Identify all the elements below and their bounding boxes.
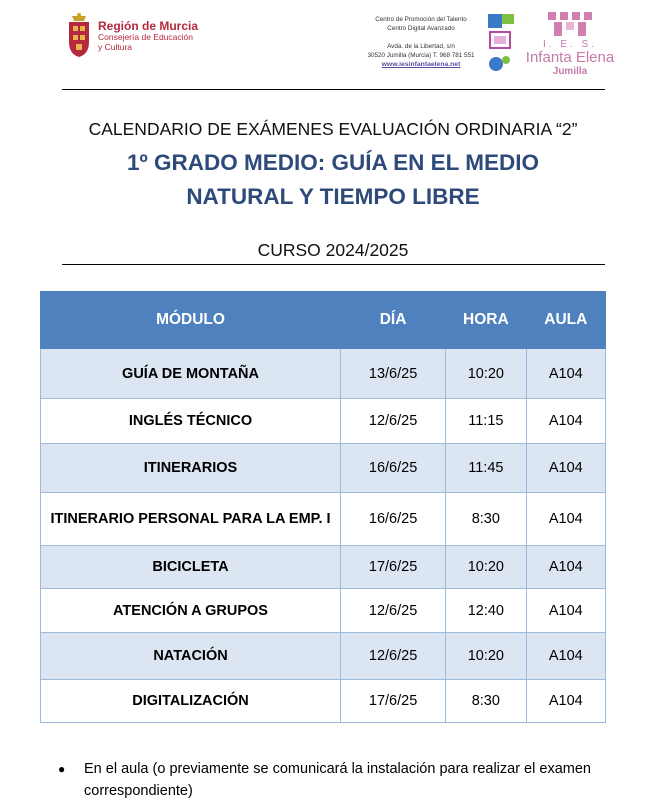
coat-of-arms-icon [66,12,92,58]
region-department-2: y Cultura [98,41,133,52]
time-cell: 11:15 [446,399,526,444]
document-title: CALENDARIO DE EXÁMENES EVALUACIÓN ORDINARIA “2” [88,119,578,139]
table-row [41,444,606,493]
table-row [41,399,606,444]
time-cell: 11:45 [446,444,526,493]
school-label: I. E. S. [542,39,597,50]
module-cell: ITINERARIO PERSONAL PARA LA EMP. I [41,493,341,546]
room-cell: A104 [526,589,605,633]
module-cell: BICICLETA [41,546,341,589]
module-cell: ITINERARIOS [41,444,341,493]
table-row [41,633,606,680]
center-line-1: Centro de Promoción del Talento [375,16,467,23]
time-cell: 10:20 [446,349,526,399]
column-header-module: MÓDULO [41,292,341,349]
room-cell: A104 [526,444,605,493]
day-cell: 17/6/25 [341,680,446,723]
table-row [41,493,606,546]
address-line-2: 30520 Jumilla (Murcia) T. 968 781 551 [367,51,475,59]
letterhead [0,0,646,90]
course-name [40,146,626,214]
course-name-line-2: NATURAL Y TIEMPO LIBRE [186,184,480,209]
room-cell: A104 [526,546,605,589]
title-block [40,116,626,214]
module-cell: GUÍA DE MONTAÑA [41,349,341,399]
table-row [41,349,606,399]
column-header-day: DÍA [341,292,446,349]
bullet-icon: ● [58,762,66,776]
website-link[interactable]: www.iesinfantaelena.net [381,61,461,68]
region-department: Consejería de Educación [98,32,193,43]
course-name-line-1: 1º GRADO MEDIO: GUÍA EN EL MEDIO [127,150,539,175]
day-cell: 16/6/25 [341,493,446,546]
notes-list [58,758,618,802]
fp-program-logos-icon [484,12,520,76]
time-cell: 10:20 [446,633,526,680]
school-year-underline [62,264,605,265]
table-row [41,589,606,633]
list-item [58,758,618,802]
day-cell: 12/6/25 [341,633,446,680]
room-cell: A104 [526,349,605,399]
column-header-room: AULA [526,292,605,349]
room-cell: A104 [526,493,605,546]
day-cell: 17/6/25 [341,546,446,589]
time-cell: 12:40 [446,589,526,633]
room-cell: A104 [526,633,605,680]
room-cell: A104 [526,680,605,723]
school-emblem-icon [546,10,594,38]
region-murcia-logo [66,12,216,68]
column-header-time: HORA [446,292,526,349]
day-cell: 12/6/25 [341,589,446,633]
school-logo [520,10,620,80]
module-cell: DIGITALIZACIÓN [41,680,341,723]
day-cell: 13/6/25 [341,349,446,399]
address-line-1: Avda. de la Libertad, s/n [387,43,455,50]
module-cell: NATACIÓN [41,633,341,680]
module-cell: INGLÉS TÉCNICO [41,399,341,444]
day-cell: 12/6/25 [341,399,446,444]
table-row [41,546,606,589]
day-cell: 16/6/25 [341,444,446,493]
time-cell: 8:30 [446,493,526,546]
table-row [41,680,606,723]
module-cell: ATENCIÓN A GRUPOS [41,589,341,633]
note-text: En el aula (o previamente se comunicará la instalación para realizar el examen correspondiente) [84,761,591,799]
exam-schedule-table [40,291,606,723]
center-line-2: Centro Digital Avanzado [387,24,455,32]
table-header-row [41,292,606,349]
time-cell: 8:30 [446,680,526,723]
time-cell: 10:20 [446,546,526,589]
school-town: Jumilla [552,65,588,77]
region-name: Región de Murcia [98,19,199,33]
school-year: CURSO 2024/2025 [257,240,409,260]
center-info [362,16,480,69]
room-cell: A104 [526,399,605,444]
school-name: Infanta Elena [525,49,615,66]
header-divider [62,89,605,90]
